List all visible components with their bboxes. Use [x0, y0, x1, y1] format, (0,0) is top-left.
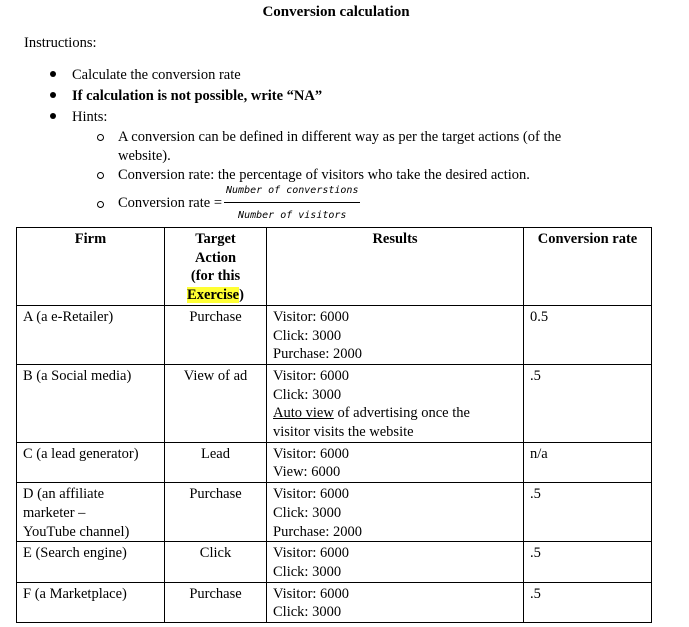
cell-firm: C (a lead generator)	[17, 442, 165, 482]
cell-results	[267, 364, 524, 442]
formula	[118, 187, 636, 219]
cell-conversion: .5	[524, 364, 652, 442]
result-line: Click: 3000	[273, 563, 342, 580]
result-line: Purchase: 2000	[273, 523, 362, 540]
page-title: Conversion calculation	[262, 4, 410, 20]
header-text: )	[239, 287, 244, 304]
bullet-dot-icon	[50, 71, 56, 77]
header-firm: Firm	[17, 228, 165, 306]
header-text: Action	[194, 249, 237, 266]
header-text: Target	[195, 231, 236, 247]
hint-item	[96, 128, 636, 166]
result-line: Purchase: 2000	[273, 346, 362, 363]
result-line: Visitor: 6000	[273, 545, 350, 562]
firm-line: YouTube channel)	[23, 523, 130, 540]
cell-conversion: n/a	[524, 442, 652, 482]
hint-text: A conversion can be defined in different way as per the target actions (of the	[118, 129, 562, 145]
result-text: of advertising once the	[333, 405, 470, 422]
result-line: Click: 3000	[273, 604, 342, 621]
formula-label: Conversion rate =	[118, 194, 223, 211]
header-conversion-rate: Conversion rate	[524, 228, 652, 306]
cell-target: Click	[165, 542, 267, 582]
hint-text: website).	[118, 148, 171, 164]
result-line: visitor visits the website	[273, 424, 414, 441]
cell-target: Lead	[165, 442, 267, 482]
sub-bullet-circle-icon	[97, 172, 104, 179]
bullet-item	[50, 87, 650, 108]
sub-bullet-circle-icon	[97, 201, 104, 208]
hint-item	[96, 187, 636, 219]
cell-target: Purchase	[165, 305, 267, 364]
formula-denominator: Number of visitors	[238, 210, 347, 221]
cell-conversion: .5	[524, 483, 652, 542]
cell-conversion: .5	[524, 582, 652, 622]
hints-list	[96, 128, 636, 219]
firm-line: marketer –	[23, 504, 86, 521]
hint-item	[96, 166, 636, 185]
cell-firm: B (a Social media)	[17, 364, 165, 442]
result-line: Click: 3000	[273, 327, 342, 344]
underlined-text: Auto view	[273, 405, 334, 422]
cell-firm	[17, 483, 165, 542]
cell-conversion: .5	[524, 542, 652, 582]
cell-target: Purchase	[165, 483, 267, 542]
bullet-dot-icon	[50, 113, 56, 119]
firm-line: D (an affiliate	[23, 486, 105, 503]
bullet-text: If calculation is not possible, write “NA”	[72, 88, 323, 104]
cell-firm: F (a Marketplace)	[17, 582, 165, 622]
result-line: Visitor: 6000	[273, 367, 350, 384]
cell-target: View of ad	[165, 364, 267, 442]
result-line: Visitor: 6000	[273, 308, 350, 325]
result-line: Visitor: 6000	[273, 445, 350, 462]
result-line: View: 6000	[273, 464, 341, 481]
table-row	[17, 582, 652, 622]
cell-results	[267, 483, 524, 542]
bullet-dot-icon	[50, 92, 56, 98]
table-row	[17, 483, 652, 542]
result-line: Click: 3000	[273, 504, 342, 521]
cell-firm: A (a e-Retailer)	[17, 305, 165, 364]
table-header-row	[17, 228, 652, 306]
result-line: Click: 3000	[273, 386, 342, 403]
header-results: Results	[267, 228, 524, 306]
hint-text: Conversion rate: the percentage of visitors who take the desired action.	[118, 167, 530, 183]
bullet-item	[50, 108, 650, 129]
instructions-label: Instructions:	[24, 35, 97, 51]
formula-fraction	[224, 181, 360, 225]
table-row	[17, 364, 652, 442]
cell-results	[267, 542, 524, 582]
header-target-action	[165, 228, 267, 306]
formula-numerator: Number of converstions	[224, 181, 360, 203]
table-row	[17, 442, 652, 482]
conversion-table	[16, 227, 652, 623]
cell-results	[267, 442, 524, 482]
table-row	[17, 305, 652, 364]
highlighted-text: Exercise	[187, 287, 240, 304]
table-row	[17, 542, 652, 582]
bullet-item	[50, 66, 650, 87]
result-line: Visitor: 6000	[273, 486, 350, 503]
instructions-list	[50, 66, 650, 129]
cell-firm: E (Search engine)	[17, 542, 165, 582]
result-line	[273, 404, 517, 423]
result-line: Visitor: 6000	[273, 585, 350, 602]
cell-results	[267, 305, 524, 364]
header-text: (for this	[190, 268, 241, 285]
cell-target: Purchase	[165, 582, 267, 622]
cell-results	[267, 582, 524, 622]
sub-bullet-circle-icon	[97, 134, 104, 141]
cell-conversion: 0.5	[524, 305, 652, 364]
bullet-text: Hints:	[72, 109, 108, 125]
bullet-text: Calculate the conversion rate	[72, 67, 241, 83]
